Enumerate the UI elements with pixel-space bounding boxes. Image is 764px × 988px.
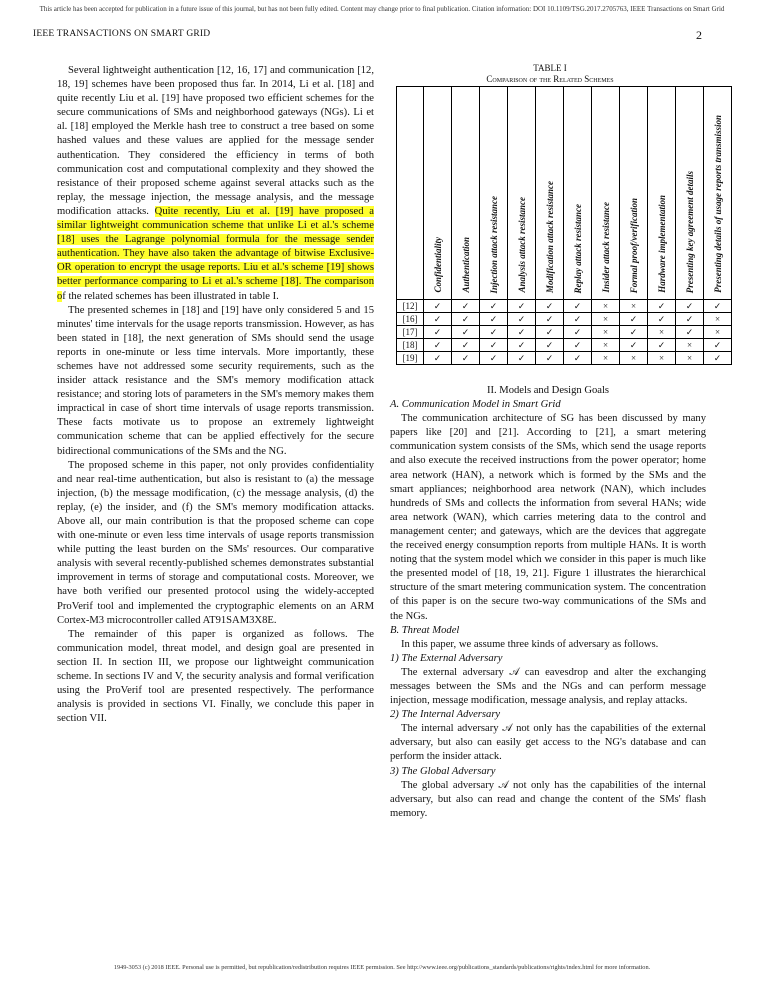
table-cell: ✓ xyxy=(536,313,564,326)
table-cell: ✓ xyxy=(704,352,732,365)
table-cell: ✓ xyxy=(508,339,536,352)
row-ref: [12] xyxy=(397,300,424,313)
column-header: Analysis attack resistance xyxy=(508,87,536,300)
paragraph-global-adversary: The global adversary 𝒜 not only has the capabilities of the internal adversary, but also can read and change the content of the SMs' flash memory. xyxy=(390,779,706,819)
column-header: Presenting key agreement details xyxy=(676,87,704,300)
table-cell: × xyxy=(704,326,732,339)
paragraph-motivation: The presented schemes in [18] and [19] have only considered 5 and 15 minutes' time intervals for the usage reports transmission. However, as has been stated in [18], the next generation of SMs should send the usage reports in one-minute or less time intervals. More importantly, these schemes have not addressed some security requirements, such as the insider attack resistance and the SM's memory modification attack resistance; and storing lots of parameters in the SM's memory makes them impractical in case of short time intervals of usage reports transmission. These facts motivate us to propose an extremely lightweight communication scheme that can be applied effectively for the secure bidirectional communications of the SMs and the NG. xyxy=(57,304,374,457)
table-cell: ✓ xyxy=(424,339,452,352)
table-cell: ✓ xyxy=(452,326,480,339)
subsubsection-heading: 2) The Internal Adversary xyxy=(390,709,501,721)
corner-cell xyxy=(397,87,424,300)
column-header: Confidentiality xyxy=(424,87,452,300)
table-cell: × xyxy=(620,300,648,313)
column-header: Hardware implementation xyxy=(648,87,676,300)
table-cell: × xyxy=(592,300,620,313)
column-header: Formal proof/verification xyxy=(620,87,648,300)
table-cell: × xyxy=(592,352,620,365)
table-cell: × xyxy=(648,352,676,365)
table-cell: × xyxy=(592,313,620,326)
table-cell: × xyxy=(648,326,676,339)
table-cell: ✓ xyxy=(424,300,452,313)
paragraph-organization: The remainder of this paper is organized as follows. The communication model, threat model, and design goal are presented in section II. In section III, we propose our lightweight communication scheme. In sections IV and V, the security analysis and formal verification using the ProVerif tool are presented respectively. The performance analysis is provided in sections VI. Finally, we conclude this paper in section VII. xyxy=(57,628,374,725)
row-ref: [19] xyxy=(397,352,424,365)
text-run: f the related schemes has been illustrated in table I. xyxy=(62,290,279,302)
row-ref: [17] xyxy=(397,326,424,339)
column-header: Presenting details of usage reports transmission xyxy=(704,87,732,300)
paragraph-communication-model: The communication architecture of SG has been discussed by many papers like [20] and [21]. According to [21], a smart metering communication system consists of the SMs, which send the usage reports and also execute the received instructions from the power operator; home area network (HAN), a network which is formed by the SMs and the smart appliances; neighborhood area network (NAN), which includes hundreds of SMs and collects the information from several HANs; wide area network (WAN), which carries metering data to the control and management center; and gateways, which are the devices that aggregate the received energy consumption reports from multiple HANs. It is worth noting that the system model which we consider in this paper is much like the presented model of [18, 19, 21]. Figure 1 illustrates the hierarchical structure of the smart metering communication system. The concentration of this paper is on the secure two-way communications of the SMs and the NGs. xyxy=(390,413,706,622)
table-cell: ✓ xyxy=(452,339,480,352)
table-caption xyxy=(400,63,700,85)
table-cell: ✓ xyxy=(480,339,508,352)
subsubsection-heading: 3) The Global Adversary xyxy=(390,765,496,777)
subsubsection-heading: 1) The External Adversary xyxy=(390,652,503,664)
paragraph-external-adversary: The external adversary 𝒜 can eavesdrop and alter the exchanging messages between the SMs and the NGs and can perform message injection, message modification, message analysis, and replay attacks. xyxy=(390,666,706,707)
table-cell: ✓ xyxy=(424,352,452,365)
table-cell: ✓ xyxy=(676,313,704,326)
table-cell: ✓ xyxy=(564,313,592,326)
table-row xyxy=(397,326,732,339)
column-header: Modification attack resistance xyxy=(536,87,564,300)
table-cell: ✓ xyxy=(620,326,648,339)
subsection-heading: B. Threat Model xyxy=(390,624,460,636)
row-ref: [18] xyxy=(397,339,424,352)
table-cell: × xyxy=(592,326,620,339)
table-cell: ✓ xyxy=(676,326,704,339)
table-row xyxy=(397,339,732,352)
table-row xyxy=(397,313,732,326)
table-cell: ✓ xyxy=(452,352,480,365)
table-cell: × xyxy=(676,352,704,365)
right-column xyxy=(390,384,706,821)
subsection-heading: A. Communication Model in Smart Grid xyxy=(390,399,561,411)
table-cell: ✓ xyxy=(564,339,592,352)
column-header: Injection attack resistance xyxy=(480,87,508,300)
table-cell: ✓ xyxy=(508,326,536,339)
column-header: Authentication xyxy=(452,87,480,300)
table-cell: ✓ xyxy=(424,313,452,326)
table-cell: ✓ xyxy=(536,326,564,339)
table-cell: ✓ xyxy=(452,313,480,326)
table-label: TABLE I xyxy=(533,63,567,73)
column-header: Replay attack resistance xyxy=(564,87,592,300)
table-cell: ✓ xyxy=(536,300,564,313)
table-cell: × xyxy=(592,339,620,352)
highlighted-text: Quite recently, Liu et al. [19] have proposed a similar lightweight communication scheme that unlike Li et al.'s scheme [18] uses the Lagrange polynomial formula for the message sender authentication. They have also taken the advantage of bitwise Exclusive-OR operation to encrypt the usage reports. Liu et al.'s scheme [19] shows better performance comparing to Li et al.'s scheme [18]. The comparison o xyxy=(57,205,374,302)
table-cell: ✓ xyxy=(620,339,648,352)
column-header: Insider attack resistance xyxy=(592,87,620,300)
text-run: Several lightweight authentication [12, 16, 17] and communication [12, 18, 19] schemes have been proposed thus far. In 2014, Li et al. [18] and quite recently Liu et al. [19] have proposed two efficient schemes for the secure communications of SMs and neighborhood gateways (NGs). Li et al. [18] employed the Merkle hash tree to construct a tree based on some hashed values and these values are applied for the message sender authentication. They considered the efficiency in terms of both communication cost and computational complexity and they showed the resistance of their proposed scheme against several attacks such as the replay, the message injection, the message analysis, and the message modification attacks. xyxy=(57,65,374,217)
publication-notice: This article has been accepted for publication in a future issue of this journal, but has not been fully edited. Content may change prior to final publication. Citation information: DOI 10.1109/TSG.2017.2705763, IEEE Transactions on Smart Grid xyxy=(39,5,725,13)
table-cell: ✓ xyxy=(452,300,480,313)
table-cell: × xyxy=(704,313,732,326)
journal-header: IEEE TRANSACTIONS ON SMART GRID xyxy=(33,29,211,39)
table-cell: ✓ xyxy=(620,313,648,326)
table-cell: ✓ xyxy=(536,352,564,365)
table-title: Comparison of the Related Schemes xyxy=(486,74,614,84)
table-row xyxy=(397,300,732,313)
table-cell: ✓ xyxy=(564,352,592,365)
row-ref: [16] xyxy=(397,313,424,326)
table-cell: ✓ xyxy=(676,300,704,313)
table-cell: ✓ xyxy=(480,300,508,313)
page-number: 2 xyxy=(696,28,702,42)
paragraph-related-work xyxy=(57,64,374,304)
table-cell: ✓ xyxy=(564,326,592,339)
copyright-footer: 1949-3053 (c) 2018 IEEE. Personal use is permitted, but republication/redistribution requires IEEE permission. See http://www.ieee.org/publications_standards/publications/rights/index.html for more information. xyxy=(113,964,651,971)
table-cell: ✓ xyxy=(508,300,536,313)
paragraph-internal-adversary: The internal adversary 𝒜 not only has the capabilities of the external adversary, but also can easily get access to the NG's database and can perform the insider attack. xyxy=(390,723,706,763)
table-cell: ✓ xyxy=(648,300,676,313)
table-cell: ✓ xyxy=(648,313,676,326)
paragraph-contribution: The proposed scheme in this paper, not only provides confidentiality and near real-time authentication, but also is resistant to (a) the message injection, (b) the message modification, (c) the message analysis, (d) the replay, (e) the insider, and (f) the SM's memory modification attacks. Above all, our main contribution is that the proposed scheme can cope with one-minute or even less time intervals of usage reports transmission while putting the least burden on the SMs' resources. Our comparative analysis with several recently-published schemes demonstrates substantial improvement in terms of storage and computational costs. Moreover, we have both verified our presented protocol using the widely-accepted ProVerif tool and implemented the cryptographic elements on an ARM Cortex-M3 microcontroller called AT91SAM3X8E. xyxy=(57,459,374,626)
table-cell: ✓ xyxy=(480,326,508,339)
table-header-row xyxy=(397,87,732,300)
paragraph-threat-intro: In this paper, we assume three kinds of adversary as follows. xyxy=(401,638,659,650)
table-cell: ✓ xyxy=(480,352,508,365)
table-cell: × xyxy=(676,339,704,352)
table-cell: ✓ xyxy=(424,326,452,339)
table-cell: ✓ xyxy=(480,313,508,326)
table-cell: ✓ xyxy=(704,300,732,313)
table-cell: ✓ xyxy=(508,352,536,365)
comparison-table xyxy=(396,86,732,365)
table-cell: × xyxy=(620,352,648,365)
table-cell: ✓ xyxy=(536,339,564,352)
table-cell: ✓ xyxy=(564,300,592,313)
table-cell: ✓ xyxy=(508,313,536,326)
section-heading: II. Models and Design Goals xyxy=(486,385,610,396)
left-column xyxy=(57,64,374,726)
table-cell: ✓ xyxy=(648,339,676,352)
table-cell: ✓ xyxy=(704,339,732,352)
table-row xyxy=(397,352,732,365)
